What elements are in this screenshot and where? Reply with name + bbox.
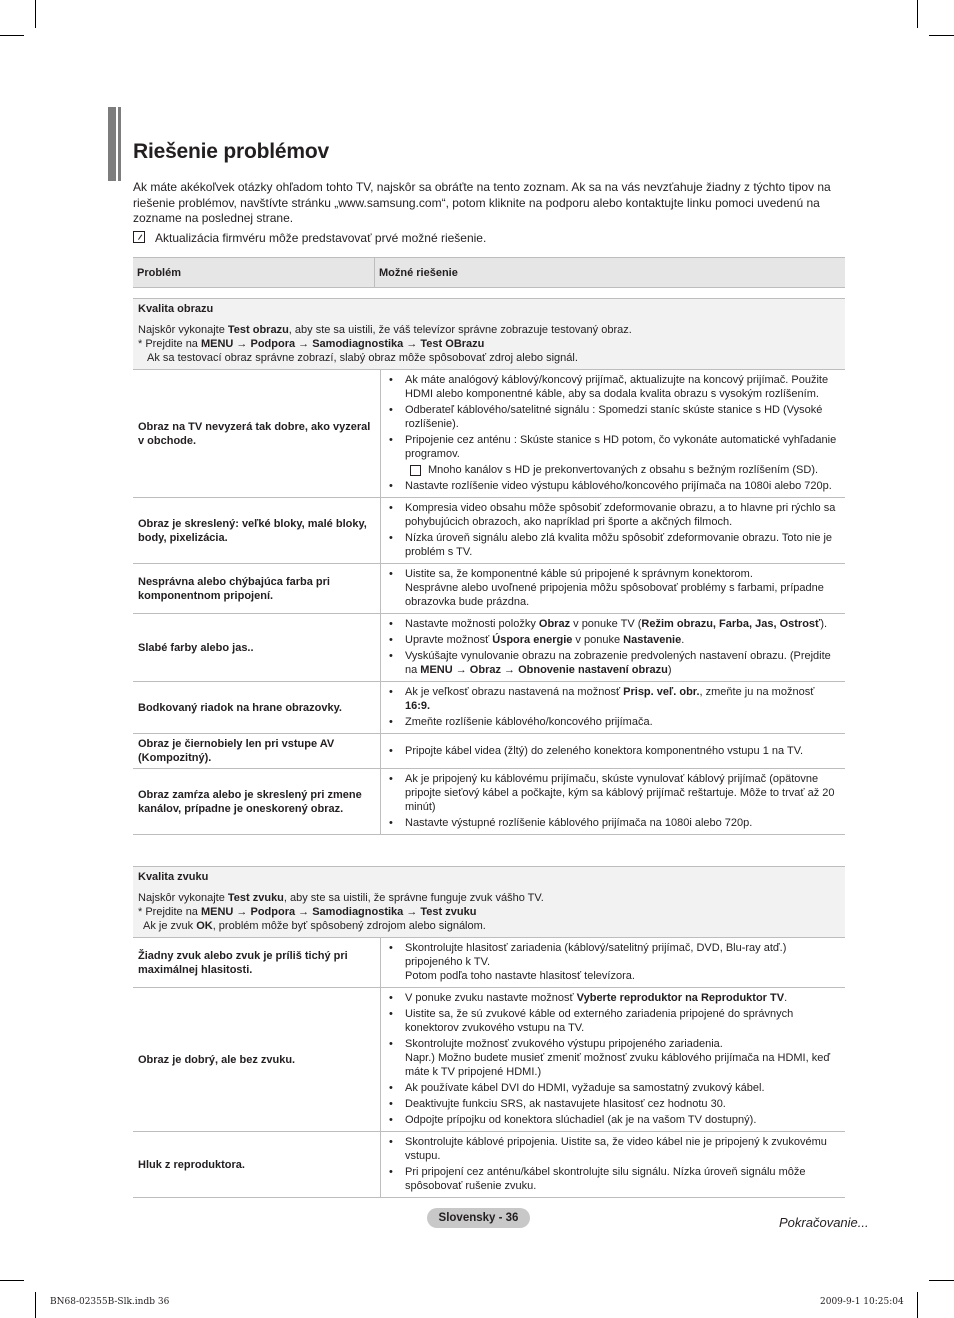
solution-cell — [381, 988, 846, 1132]
section-line: Najskôr vykonajte Test zvuku, aby ste sa uistili, že správne funguje zvuk vášho TV. — [138, 892, 544, 904]
solution-note: Mnoho kanálov s HD je prekonvertovaných z obsahu s bežným rozlíšením (SD). — [388, 463, 840, 477]
solution-cell — [381, 682, 846, 734]
solution-cell — [381, 498, 846, 564]
section-title: Kvalita zvuku — [138, 871, 209, 883]
column-header-solution: Možné riešenie — [375, 258, 846, 288]
solution-item: • Odberateľ káblového/satelitné signálu : Spomedzi staníc skúste stanice s HD (Vysoké rozlíšenie). — [388, 403, 840, 431]
section-line: Ak sa testovací obraz správne zobrazí, slabý obraz môže spôsobovať zdroj alebo signál. — [147, 352, 578, 364]
sound-quality-table — [133, 866, 845, 1198]
solution-item: • Pri pripojení cez anténu/kábel skontrolujte silu signálu. Nízka úroveň signálu môže spôsobovať rušenie zvuku. — [388, 1165, 840, 1193]
solution-item: • Vyskúšajte vynulovanie obrazu na zobrazenie predvolených nastavení obrazu. (Prejdite na MENU → Obraz → Obnovenie nastavení obrazu) — [388, 649, 840, 677]
solution-cell — [381, 1132, 846, 1198]
solution-cell — [381, 370, 846, 498]
column-header-problem: Problém — [133, 258, 375, 288]
solution-item: • Skontrolujte hlasitosť zariadenia (káblový/satelitný prijímač, DVD, Blu-ray atď.) pripojeného k TV. Potom podľa toho nastavte hlasitosť televízora. — [388, 941, 840, 983]
problem-cell: Obraz je skreslený: veľké bloky, malé bloky, body, pixelizácia. — [133, 498, 381, 564]
continue-label: Pokračovanie... — [779, 1215, 869, 1230]
solution-item: • Ak používate kábel DVI do HDMI, vyžaduje sa samostatný zvukový kábel. — [388, 1081, 840, 1095]
section-picture-quality — [133, 299, 845, 370]
solution-cell — [381, 938, 846, 988]
section-line: Ak je zvuk OK, problém môže byť spôsobený zdrojom alebo signálom. — [143, 920, 486, 932]
section-line: * Prejdite na MENU → Podpora → Samodiagnostika → Test zvuku — [138, 906, 477, 918]
solution-item: • Uistite sa, že komponentné káble sú pripojené k správnym konektorom. Nesprávne alebo uvoľnené pripojenia môžu spôsobovať problémy s farbami, prípadne obrazovka bude prázdna. — [388, 567, 840, 609]
section-sound-quality — [133, 867, 845, 938]
crop-mark — [0, 1280, 24, 1281]
solution-item: • Upravte možnosť Úspora energie v ponuke Nastavenie. — [388, 633, 840, 647]
title-accent-bar — [118, 107, 121, 181]
solution-cell — [381, 614, 846, 682]
section-line: * Prejdite na MENU → Podpora → Samodiagnostika → Test OBrazu — [138, 338, 485, 350]
crop-mark — [35, 1292, 36, 1318]
crop-mark — [917, 0, 918, 28]
page-title: Riešenie problémov — [133, 140, 329, 163]
solution-item: • Ak je pripojený ku káblovému prijímaču, skúste vynulovať káblový prijímač (opätovne pripojte sieťový kábel a počkajte, kým sa káblový prijímač reštartuje. Môže to trvať až 20 minút) — [388, 772, 840, 814]
solution-item: • V ponuke zvuku nastavte možnosť Vyberte reproduktor na Reproduktor TV. — [388, 991, 840, 1005]
solution-cell — [381, 734, 846, 769]
firmware-note — [133, 231, 486, 246]
troubleshooting-header — [133, 257, 845, 288]
solution-item: • Zmeňte rozlíšenie káblového/koncového prijímača. — [388, 715, 840, 729]
section-line: Najskôr vykonajte Test obrazu, aby ste sa uistili, že váš televízor správne zobrazuje testovaný obraz. — [138, 324, 632, 336]
page-number-badge: Slovensky - 36 — [427, 1208, 530, 1228]
print-date-label: 2009-9-1 10:25:04 — [820, 1297, 904, 1307]
title-accent-bar — [108, 107, 116, 181]
crop-mark — [917, 1292, 918, 1318]
solution-item: • Nastavte rozlíšenie video výstupu káblového/koncového prijímača na 1080i alebo 720p. — [388, 479, 840, 493]
note-icon — [410, 465, 421, 476]
solution-item: • Skontrolujte káblové pripojenia. Uistite sa, že video kábel nie je pripojený k zvukovému vstupu. — [388, 1135, 840, 1163]
problem-cell: Obraz na TV nevyzerá tak dobre, ako vyzeral v obchode. — [133, 370, 381, 498]
solution-cell — [381, 769, 846, 835]
problem-cell: Hluk z reproduktora. — [133, 1132, 381, 1198]
solution-item: • Nízka úroveň signálu alebo zlá kvalita môžu spôsobiť zdeformovanie obrazu. Toto nie je problém s TV. — [388, 531, 840, 559]
crop-mark — [929, 1280, 954, 1281]
solution-item: • Nastavte možnosti položky Obraz v ponuke TV (Režim obrazu, Farba, Jas, Ostrosť). — [388, 617, 840, 631]
solution-item: • Skontrolujte možnosť zvukového výstupu pripojeného zariadenia. Napr.) Možno budete musieť zmeniť možnosť zvuku káblového prijímača na HDMI, keď máte k TV pripojené HDMI.) — [388, 1037, 840, 1079]
solution-item: • Uistite sa, že sú zvukové káble od externého zariadenia pripojené do správnych konektorov zvukového vstupu na TV. — [388, 1007, 840, 1035]
note-text: Aktualizácia firmvéru môže predstavovať prvé možné riešenie. — [155, 231, 487, 245]
picture-quality-table — [133, 298, 845, 835]
section-title: Kvalita obrazu — [138, 303, 214, 315]
solution-item: • Ak máte analógový káblový/koncový prijímač, aktualizujte na koncový prijímač. Použite HDMI alebo komponentné káble, aby sa dodala kvalita obrazu s vysokým rozlíšením. — [388, 373, 840, 401]
solution-item: • Pripojenie cez anténu : Skúste stanice s HD potom, čo vykonáte automatické vyhľadanie programov. — [388, 433, 840, 461]
crop-mark — [35, 0, 36, 28]
problem-cell: Žiadny zvuk alebo zvuk je príliš tichý pri maximálnej hlasitosti. — [133, 938, 381, 988]
problem-cell: Obraz je dobrý, ale bez zvuku. — [133, 988, 381, 1132]
crop-mark — [0, 35, 24, 36]
intro-paragraph: Ak máte akékoľvek otázky ohľadom tohto TV, najskôr sa obráťte na tento zoznam. Ak sa na vás nevzťahuje žiadny z týchto tipov na riešenie problémov, navštívte stránku „www.samsung.com“, potom kliknite na podporu alebo kontaktujte linku pomoci uvedenú na zozname na poslednej strane. — [133, 180, 831, 225]
solution-cell — [381, 564, 846, 614]
problem-cell: Nesprávna alebo chýbajúca farba pri komponentnom pripojení. — [133, 564, 381, 614]
problem-cell: Obraz je čiernobiely len pri vstupe AV (Kompozitný). — [133, 734, 381, 769]
problem-cell: Obraz zamŕza alebo je skreslený pri zmene kanálov, prípadne je oneskorený obraz. — [133, 769, 381, 835]
problem-cell: Slabé farby alebo jas.. — [133, 614, 381, 682]
solution-item: • Odpojte prípojku od konektora slúchadiel (ak je na vašom TV dostupný). — [388, 1113, 840, 1127]
solution-item: • Nastavte výstupné rozlíšenie káblového prijímača na 1080i alebo 720p. — [388, 816, 840, 830]
crop-mark — [929, 35, 954, 36]
solution-item: • Deaktivujte funkciu SRS, ak nastavujete hlasitosť cez hodnotu 30. — [388, 1097, 840, 1111]
solution-item: • Pripojte kábel videa (žltý) do zeleného konektora komponentného vstupu 1 na TV. — [388, 744, 840, 758]
solution-item: • Ak je veľkosť obrazu nastavená na možnosť Prisp. veľ. obr., zmeňte ju na možnosť 16:9. — [388, 685, 840, 713]
print-file-label: BN68-02355B-Slk.indb 36 — [50, 1297, 170, 1307]
solution-item: • Kompresia video obsahu môže spôsobiť zdeformovanie obrazu, a to hlavne pri rýchlo sa pohybujúcich obrazoch, ako napríklad pri športe a akčných filmoch. — [388, 501, 840, 529]
problem-cell: Bodkovaný riadok na hrane obrazovky. — [133, 682, 381, 734]
note-icon — [133, 231, 145, 243]
